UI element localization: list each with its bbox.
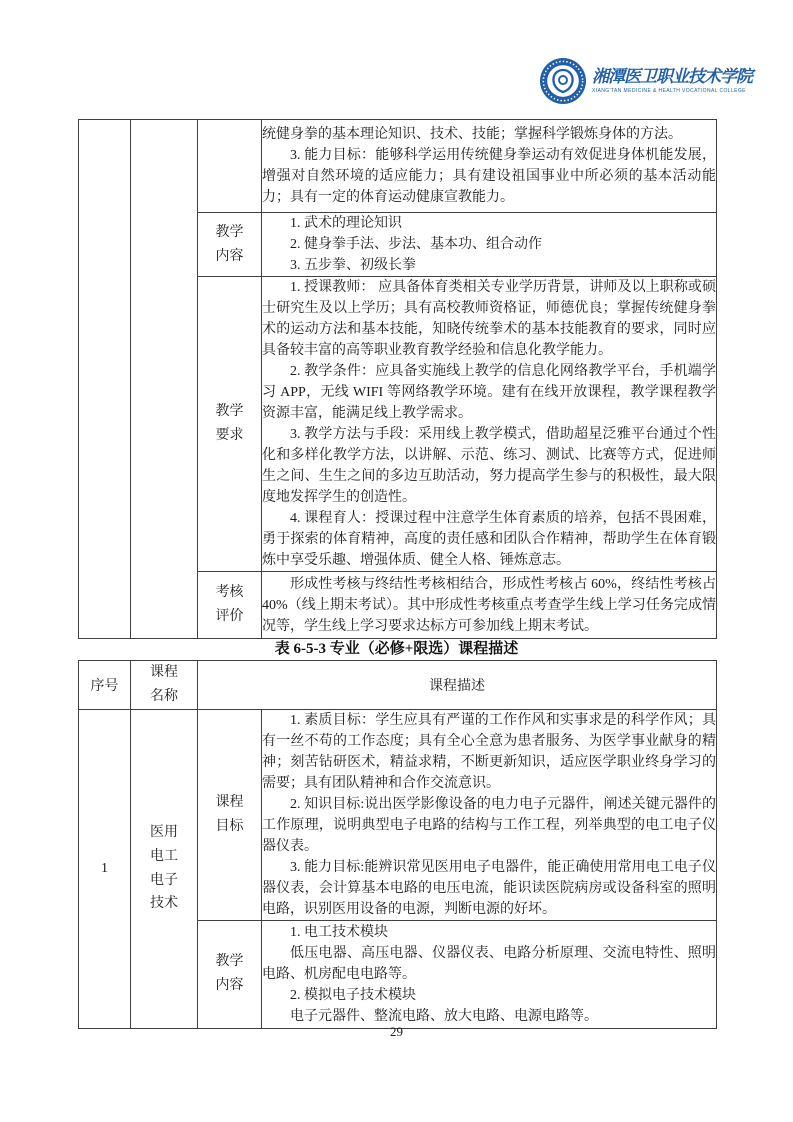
paragraph: 3. 能力目标:能辨识常见医用电子电器件，能正确使用常用电工电子仪器仪表，会计算基本电路的电压电流，能识读医院病房或设备科室的照明电路，识别医用设备的电源，判断电源的好坏。 <box>262 859 716 917</box>
college-seal-icon <box>540 58 586 104</box>
teaching-content <box>262 213 717 277</box>
paragraph: 3. 能力目标：能够科学运用传统健身拳运动有效促进身体机能发展，增强对自然环境的适应能力；具有建设祖国事业中所必须的基本活动能力；具有一定的体育运动健康宣教能力。 <box>262 148 716 205</box>
paragraph: 2. 健身拳手法、步法、基本功、组合动作 <box>290 237 542 252</box>
course-goal-content <box>262 709 717 920</box>
paragraph: 1. 授课教师： 应具备体育类相关专业学历背景，讲师及以上职称或硕士研究生及以上学历；具有高校教师资格证，师德优良；掌握传统健身拳术的运动方法和基本技能，知晓传统拳术的基本技能教育的要求，同时应具备较丰富的高等职业教育教学经验和信息化教学能力。 <box>262 280 716 358</box>
college-name-block <box>592 68 752 94</box>
seq-cell: 1 <box>79 709 131 1028</box>
paragraph: 1. 素质目标：学生应具有严谨的工作作风和实事求是的科学作风；具有一丝不苟的工作态度；具有全心全意为患者服务、为医学事业献身的精神；刻苦钻研医术，精益求精，不断更新知识，适应医学职业终身学习的需要；具有团队精神和合作交流意识。 <box>262 712 716 791</box>
paragraph: 3. 教学方法与手段：采用线上教学模式，借助超星泛雅平台通过个性化和多样化教学方法，以讲解、示范、练习、测试、比赛等方式，促进师生之间、生生之间的多边互助活动，努力提高学生参与的积极性，最大限度地发挥学生的创造性。 <box>262 427 716 505</box>
table-caption: 表 6-5-3 专业（必修+限选）课程描述 <box>274 641 519 657</box>
paragraph: 1. 电工技术模块 <box>290 924 388 940</box>
paragraph: 1. 武术的理论知识 <box>290 216 402 231</box>
seq-cell-empty <box>79 120 131 639</box>
section-label-course-goal: 课程目标 <box>198 709 262 920</box>
page-number: 29 <box>390 1024 403 1039</box>
college-name-zh: 湘潭医卫职业技术学院 <box>592 67 752 87</box>
paragraph: 2. 模拟电子技术模块 <box>290 987 416 1003</box>
paragraph: 电子元器件、整流电路、放大电路、电源电路等。 <box>290 1008 598 1024</box>
table-row <box>79 709 717 920</box>
assessment-content <box>262 572 717 639</box>
section-label-empty <box>198 120 262 213</box>
course-goal-content <box>262 120 717 213</box>
section-label-teaching-content: 教学内容 <box>198 213 262 277</box>
header-seq: 序号 <box>79 661 131 710</box>
course-name-cell: 医用电工电子技术 <box>131 709 198 1028</box>
college-logo <box>540 58 752 104</box>
college-name-en: XIANG'TAN MEDICINE & HEALTH VOCATIONAL COLLEGE <box>592 87 746 94</box>
teaching-requirements-content <box>262 277 717 572</box>
paragraph: 3. 五步拳、初级长拳 <box>290 258 416 273</box>
header-course-description: 课程描述 <box>198 661 717 710</box>
section-label-teaching-content: 教学内容 <box>198 920 262 1028</box>
professional-course-table <box>78 660 717 1029</box>
teaching-content <box>262 920 717 1028</box>
course-name-cell-empty <box>131 120 198 639</box>
paragraph: 形成性考核与终结性考核相结合，形成性考核占 60%，终结性考核占 40%（线上期末考试）。其中形成性考核重点考查学生线上学习任务完成情况等，学生线上学习要求达标方可参加线上期末考试。 <box>262 576 716 634</box>
table-header-row <box>79 661 717 710</box>
pe-course-table <box>78 119 717 639</box>
section-label-assessment: 考核评价 <box>198 572 262 639</box>
paragraph: 2. 知识目标:说出医学影像设备的电力电子元器件，阐述关键元器件的工作原理，说明典型电子电路的结构与工作工程，列举典型的电工电子仪器仪表。 <box>262 796 716 854</box>
header-course-name: 课程名称 <box>131 661 198 710</box>
section-label-teaching-requirements: 教学要求 <box>198 277 262 572</box>
paragraph: 4. 课程育人：授课过程中注意学生体育素质的培养，包括不畏困难，勇于探索的体育精神，高度的责任感和团队合作精神，帮助学生在体育锻炼中享受乐趣、增强体质、健全人格、锤炼意志。 <box>262 511 716 568</box>
paragraph: 低压电器、高压电器、仪器仪表、电路分析原理、交流电特性、照明电路、机房配电电路等。 <box>262 945 716 982</box>
table-row <box>79 120 717 213</box>
paragraph: 统健身拳的基本理论知识、技术、技能；掌握科学锻炼身体的方法。 <box>262 127 682 142</box>
paragraph: 2. 教学条件：应具备实施线上教学的信息化网络教学平台，手机端学习 APP，无线 WIFI 等网络教学环境。建有在线开放课程，教学课程教学资源丰富，能满足线上教学需求。 <box>262 364 716 421</box>
